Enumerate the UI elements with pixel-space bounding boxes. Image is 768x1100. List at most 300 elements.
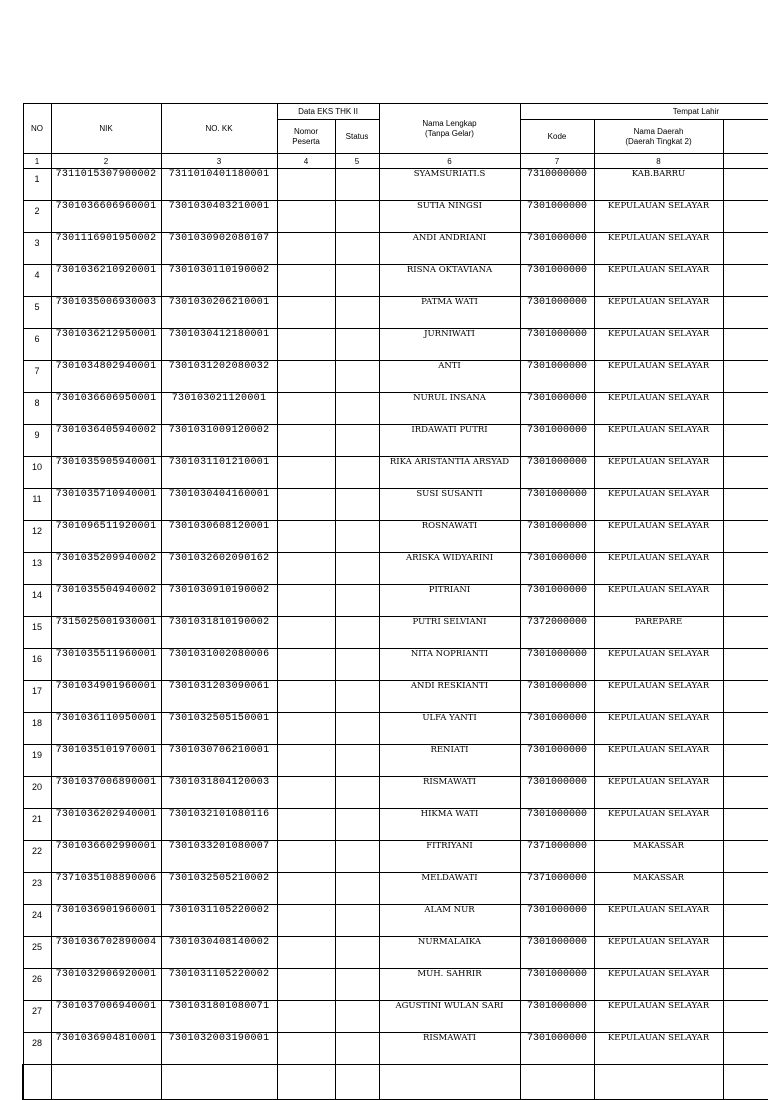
row-kode: 7301000000: [520, 233, 594, 265]
row-no: 15: [23, 617, 51, 649]
row-no: 13: [23, 553, 51, 585]
row-nama: ROSNAWATI: [379, 521, 520, 553]
row-blank: [723, 457, 768, 489]
row-nik: 7301036606960001: [51, 201, 161, 233]
table-row: [23, 553, 768, 585]
row-nama: RISMAWATI: [379, 777, 520, 809]
row-nama: RIKA ARISTANTIA ARSYAD: [379, 457, 520, 489]
empty-cell: [23, 1065, 51, 1100]
row-blank: [723, 361, 768, 393]
row-no: 1: [23, 169, 51, 201]
table-row: [23, 1033, 768, 1065]
table-row: [23, 745, 768, 777]
col-number: 4: [277, 154, 335, 169]
row-blank: [723, 1001, 768, 1033]
row-nama: ANDI ANDRIANI: [379, 233, 520, 265]
row-no: 27: [23, 1001, 51, 1033]
table-row: [23, 489, 768, 521]
row-blank: [723, 1033, 768, 1065]
row-daerah: MAKASSAR: [594, 841, 723, 873]
row-nomor-peserta: [277, 361, 335, 393]
row-no: 25: [23, 937, 51, 969]
table-row: [23, 809, 768, 841]
row-nama: SUSI SUSANTI: [379, 489, 520, 521]
table-row: [23, 233, 768, 265]
row-status: [335, 169, 379, 201]
empty-cell: [723, 1065, 768, 1100]
row-nama: HIKMA WATI: [379, 809, 520, 841]
row-no: 20: [23, 777, 51, 809]
row-nomor-peserta: [277, 553, 335, 585]
row-nama: ULFA YANTI: [379, 713, 520, 745]
table-row: [23, 649, 768, 681]
row-nomor-peserta: [277, 841, 335, 873]
row-no: 28: [23, 1033, 51, 1065]
row-kk: 7301030608120001: [161, 521, 277, 553]
row-no: 9: [23, 425, 51, 457]
table-row: [23, 841, 768, 873]
header-nama-lengkap: [379, 104, 520, 154]
row-nama: ARISKA WIDYARINI: [379, 553, 520, 585]
row-kk: 7301031801080071: [161, 1001, 277, 1033]
row-blank: [723, 425, 768, 457]
row-kk: 7301031810190002: [161, 617, 277, 649]
table-row: [23, 905, 768, 937]
row-nik: 7301035905940001: [51, 457, 161, 489]
row-nama: PATMA WATI: [379, 297, 520, 329]
table-row: [23, 265, 768, 297]
row-nomor-peserta: [277, 681, 335, 713]
row-kode: 7301000000: [520, 329, 594, 361]
empty-cell: [161, 1065, 277, 1100]
table-row: [23, 617, 768, 649]
col-number-blank: [723, 154, 768, 169]
row-daerah: KEPULAUAN SELAYAR: [594, 553, 723, 585]
row-kk: 7301031101210001: [161, 457, 277, 489]
row-nik: 7301116901950002: [51, 233, 161, 265]
row-no: 3: [23, 233, 51, 265]
table-row: [23, 329, 768, 361]
row-nomor-peserta: [277, 169, 335, 201]
row-daerah: KEPULAUAN SELAYAR: [594, 393, 723, 425]
row-status: [335, 969, 379, 1001]
row-daerah: KEPULAUAN SELAYAR: [594, 425, 723, 457]
row-nomor-peserta: [277, 969, 335, 1001]
row-status: [335, 361, 379, 393]
row-kode: 7301000000: [520, 649, 594, 681]
row-no: 6: [23, 329, 51, 361]
row-nik: 7301032906920001: [51, 969, 161, 1001]
row-nama: JURNIWATI: [379, 329, 520, 361]
row-status: [335, 457, 379, 489]
row-nomor-peserta: [277, 457, 335, 489]
row-status: [335, 393, 379, 425]
empty-cell: [51, 1065, 161, 1100]
row-daerah: KEPULAUAN SELAYAR: [594, 457, 723, 489]
header-tempat-lahir: Tempat Lahir: [520, 104, 768, 120]
row-no: 8: [23, 393, 51, 425]
row-kk: 7301032101080116: [161, 809, 277, 841]
row-status: [335, 713, 379, 745]
row-daerah: KEPULAUAN SELAYAR: [594, 969, 723, 1001]
row-daerah: KEPULAUAN SELAYAR: [594, 745, 723, 777]
row-nomor-peserta: [277, 1033, 335, 1065]
row-nama: FITRIYANI: [379, 841, 520, 873]
table-row: [23, 937, 768, 969]
row-status: [335, 1033, 379, 1065]
row-blank: [723, 521, 768, 553]
row-kk: 7301032602090162: [161, 553, 277, 585]
col-number: 6: [379, 154, 520, 169]
row-blank: [723, 713, 768, 745]
row-daerah: KEPULAUAN SELAYAR: [594, 681, 723, 713]
row-nik: 7301035209940002: [51, 553, 161, 585]
row-status: [335, 841, 379, 873]
empty-cell: [335, 1065, 379, 1100]
row-nik: 7301036110950001: [51, 713, 161, 745]
row-kode: 7301000000: [520, 809, 594, 841]
row-kode: 7301000000: [520, 393, 594, 425]
header-daerah-line1: Nama Daerah: [633, 126, 684, 136]
row-status: [335, 937, 379, 969]
row-blank: [723, 937, 768, 969]
row-nik: 7301034802940001: [51, 361, 161, 393]
row-nik: 7315025001930001: [51, 617, 161, 649]
row-nama: ANTI: [379, 361, 520, 393]
row-kk: 7301030408140002: [161, 937, 277, 969]
row-kk: 7301031105220002: [161, 905, 277, 937]
row-status: [335, 297, 379, 329]
row-kode: 7301000000: [520, 457, 594, 489]
row-status: [335, 905, 379, 937]
header-nama-line2: (Tanpa Gelar): [425, 128, 474, 138]
row-kode: 7301000000: [520, 201, 594, 233]
row-kk: 7301033201080007: [161, 841, 277, 873]
row-nik: 7301036901960001: [51, 905, 161, 937]
table-row: [23, 457, 768, 489]
row-kk: 7301031105220002: [161, 969, 277, 1001]
row-nomor-peserta: [277, 905, 335, 937]
row-nama: MELDAWATI: [379, 873, 520, 905]
row-blank: [723, 969, 768, 1001]
table-row: [23, 681, 768, 713]
row-kk: 7301030910190002: [161, 585, 277, 617]
row-nama: ALAM NUR: [379, 905, 520, 937]
row-nama: AGUSTINI WULAN SARI: [379, 1001, 520, 1033]
row-status: [335, 873, 379, 905]
table-row: [23, 1001, 768, 1033]
row-blank: [723, 617, 768, 649]
row-blank: [723, 873, 768, 905]
row-daerah: KAB.BARRU: [594, 169, 723, 201]
row-status: [335, 777, 379, 809]
row-nama: SUTIA NINGSI: [379, 201, 520, 233]
row-nomor-peserta: [277, 393, 335, 425]
row-nama: ANDI RESKIANTI: [379, 681, 520, 713]
row-blank: [723, 585, 768, 617]
row-blank: [723, 489, 768, 521]
row-blank: [723, 681, 768, 713]
row-daerah: KEPULAUAN SELAYAR: [594, 905, 723, 937]
row-kode: 7372000000: [520, 617, 594, 649]
table-row: [23, 169, 768, 201]
column-number-row: [23, 154, 768, 169]
row-kk: 7301030706210001: [161, 745, 277, 777]
row-kk: 7301030412180001: [161, 329, 277, 361]
row-nomor-peserta: [277, 617, 335, 649]
row-nik: 7301035511960001: [51, 649, 161, 681]
row-no: 23: [23, 873, 51, 905]
row-kode: 7371000000: [520, 841, 594, 873]
table-row: [23, 393, 768, 425]
row-blank: [723, 201, 768, 233]
row-kode: 7301000000: [520, 1001, 594, 1033]
row-nik: 7301036602990001: [51, 841, 161, 873]
row-status: [335, 617, 379, 649]
row-blank: [723, 169, 768, 201]
row-no: 5: [23, 297, 51, 329]
table-row: [23, 969, 768, 1001]
row-blank: [723, 329, 768, 361]
row-kk: 7301032505210002: [161, 873, 277, 905]
table-row: [23, 713, 768, 745]
row-kode: 7301000000: [520, 425, 594, 457]
row-no: 11: [23, 489, 51, 521]
row-daerah: KEPULAUAN SELAYAR: [594, 713, 723, 745]
row-kk: 7301031202080032: [161, 361, 277, 393]
row-status: [335, 1001, 379, 1033]
row-no: 12: [23, 521, 51, 553]
row-kk: 7301031002080006: [161, 649, 277, 681]
row-nik: 7301036702890004: [51, 937, 161, 969]
row-kode: 7301000000: [520, 905, 594, 937]
row-no: 7: [23, 361, 51, 393]
row-status: [335, 201, 379, 233]
row-status: [335, 745, 379, 777]
row-no: 24: [23, 905, 51, 937]
row-nama: IRDAWATI PUTRI: [379, 425, 520, 457]
row-daerah: KEPULAUAN SELAYAR: [594, 265, 723, 297]
row-nik: 7301035710940001: [51, 489, 161, 521]
header-nomor-peserta: [277, 120, 335, 154]
table-row: [23, 361, 768, 393]
header-nomor-line2: Peserta: [292, 136, 320, 146]
row-nik: 7301035101970001: [51, 745, 161, 777]
row-kode: 7301000000: [520, 713, 594, 745]
row-daerah: KEPULAUAN SELAYAR: [594, 937, 723, 969]
table-row: [23, 585, 768, 617]
header-nama-daerah: [594, 120, 723, 154]
header-row-top: [23, 104, 768, 120]
row-kk: 7301031203090061: [161, 681, 277, 713]
row-nomor-peserta: [277, 937, 335, 969]
row-kode: 7371000000: [520, 873, 594, 905]
row-nik: 7301036405940002: [51, 425, 161, 457]
row-kode: 7301000000: [520, 777, 594, 809]
row-daerah: KEPULAUAN SELAYAR: [594, 777, 723, 809]
row-no: 17: [23, 681, 51, 713]
table-row: [23, 777, 768, 809]
row-no: 18: [23, 713, 51, 745]
row-daerah: KEPULAUAN SELAYAR: [594, 1001, 723, 1033]
row-nik: 7301036606950001: [51, 393, 161, 425]
row-blank: [723, 265, 768, 297]
row-blank: [723, 777, 768, 809]
row-kode: 7301000000: [520, 297, 594, 329]
col-number: 5: [335, 154, 379, 169]
row-kode: 7301000000: [520, 265, 594, 297]
row-no: 14: [23, 585, 51, 617]
row-nomor-peserta: [277, 521, 335, 553]
empty-cell: [520, 1065, 594, 1100]
row-nomor-peserta: [277, 329, 335, 361]
table-row: [23, 297, 768, 329]
row-nomor-peserta: [277, 265, 335, 297]
row-no: 4: [23, 265, 51, 297]
row-nama: PUTRI SELVIANI: [379, 617, 520, 649]
row-kk: 7301030404160001: [161, 489, 277, 521]
empty-row: [23, 1065, 768, 1100]
row-blank: [723, 905, 768, 937]
row-kk: 7301031804120003: [161, 777, 277, 809]
table-row: [23, 425, 768, 457]
row-daerah: MAKASSAR: [594, 873, 723, 905]
row-nik: 7301036210920001: [51, 265, 161, 297]
row-kk: 7301030403210001: [161, 201, 277, 233]
row-no: 19: [23, 745, 51, 777]
row-nik: 7301037006940001: [51, 1001, 161, 1033]
row-nomor-peserta: [277, 745, 335, 777]
row-kode: 7301000000: [520, 937, 594, 969]
row-no: 10: [23, 457, 51, 489]
row-kode: 7301000000: [520, 681, 594, 713]
row-kode: 7301000000: [520, 489, 594, 521]
row-daerah: PAREPARE: [594, 617, 723, 649]
row-blank: [723, 841, 768, 873]
row-daerah: KEPULAUAN SELAYAR: [594, 329, 723, 361]
row-no: 22: [23, 841, 51, 873]
row-daerah: KEPULAUAN SELAYAR: [594, 585, 723, 617]
table-row: [23, 873, 768, 905]
row-status: [335, 521, 379, 553]
row-status: [335, 585, 379, 617]
row-nama: NURUL INSANA: [379, 393, 520, 425]
row-status: [335, 489, 379, 521]
row-nik: 7301035504940002: [51, 585, 161, 617]
row-daerah: KEPULAUAN SELAYAR: [594, 233, 723, 265]
row-nomor-peserta: [277, 425, 335, 457]
header-no-kk: NO. KK: [161, 104, 277, 154]
row-status: [335, 425, 379, 457]
row-status: [335, 233, 379, 265]
row-kode: 7301000000: [520, 585, 594, 617]
row-blank: [723, 553, 768, 585]
row-status: [335, 329, 379, 361]
row-nik: 7301037006890001: [51, 777, 161, 809]
row-nama: PITRIANI: [379, 585, 520, 617]
header-nama-line1: Nama Lengkap: [422, 118, 477, 128]
row-daerah: KEPULAUAN SELAYAR: [594, 649, 723, 681]
row-kk: 7301032003190001: [161, 1033, 277, 1065]
empty-cell: [277, 1065, 335, 1100]
header-daerah-line2: (Daerah Tingkat 2): [625, 136, 692, 146]
row-nama: SYAMSURIATI.S: [379, 169, 520, 201]
row-blank: [723, 809, 768, 841]
empty-cell: [594, 1065, 723, 1100]
row-nama: RISMAWATI: [379, 1033, 520, 1065]
row-nik: 7301036904810001: [51, 1033, 161, 1065]
row-nomor-peserta: [277, 777, 335, 809]
row-nik: 7311015307900002: [51, 169, 161, 201]
row-nomor-peserta: [277, 297, 335, 329]
row-blank: [723, 649, 768, 681]
row-nomor-peserta: [277, 201, 335, 233]
row-status: [335, 649, 379, 681]
row-blank: [723, 233, 768, 265]
col-number: 7: [520, 154, 594, 169]
row-kk: 7301030206210001: [161, 297, 277, 329]
data-table: [22, 103, 768, 1100]
row-nik: 7301035006930003: [51, 297, 161, 329]
row-nama: NURMALAIKA: [379, 937, 520, 969]
row-status: [335, 265, 379, 297]
row-blank: [723, 393, 768, 425]
row-kode: 7301000000: [520, 745, 594, 777]
header-status: Status: [335, 120, 379, 154]
row-kk: 7301032505150001: [161, 713, 277, 745]
row-nama: NITA NOPRIANTI: [379, 649, 520, 681]
row-nik: 7301036212950001: [51, 329, 161, 361]
row-nomor-peserta: [277, 489, 335, 521]
row-status: [335, 681, 379, 713]
header-no: NO: [23, 104, 51, 154]
row-kk: 7311010401180001: [161, 169, 277, 201]
header-nik: NIK: [51, 104, 161, 154]
row-nomor-peserta: [277, 233, 335, 265]
row-status: [335, 553, 379, 585]
row-nik: 7301096511920001: [51, 521, 161, 553]
row-kk: 7301031009120002: [161, 425, 277, 457]
row-kode: 7301000000: [520, 969, 594, 1001]
col-number: 1: [23, 154, 51, 169]
row-nomor-peserta: [277, 873, 335, 905]
header-kode: Kode: [520, 120, 594, 154]
row-nama: RISNA OKTAVIANA: [379, 265, 520, 297]
row-no: 21: [23, 809, 51, 841]
header-blank: [723, 120, 768, 154]
row-nik: 7301034901960001: [51, 681, 161, 713]
row-daerah: KEPULAUAN SELAYAR: [594, 489, 723, 521]
row-daerah: KEPULAUAN SELAYAR: [594, 809, 723, 841]
col-number: 3: [161, 154, 277, 169]
row-kode: 7301000000: [520, 521, 594, 553]
row-daerah: KEPULAUAN SELAYAR: [594, 521, 723, 553]
row-nomor-peserta: [277, 809, 335, 841]
row-blank: [723, 297, 768, 329]
row-nik: 7371035108890006: [51, 873, 161, 905]
row-nomor-peserta: [277, 1001, 335, 1033]
table-row: [23, 521, 768, 553]
empty-cell: [379, 1065, 520, 1100]
header-data-eks: Data EKS THK II: [277, 104, 379, 120]
header-nomor-line1: Nomor: [293, 126, 318, 136]
row-kode: 7301000000: [520, 361, 594, 393]
row-nama: MUH. SAHRIR: [379, 969, 520, 1001]
row-nomor-peserta: [277, 713, 335, 745]
row-nomor-peserta: [277, 585, 335, 617]
row-no: 26: [23, 969, 51, 1001]
row-daerah: KEPULAUAN SELAYAR: [594, 201, 723, 233]
